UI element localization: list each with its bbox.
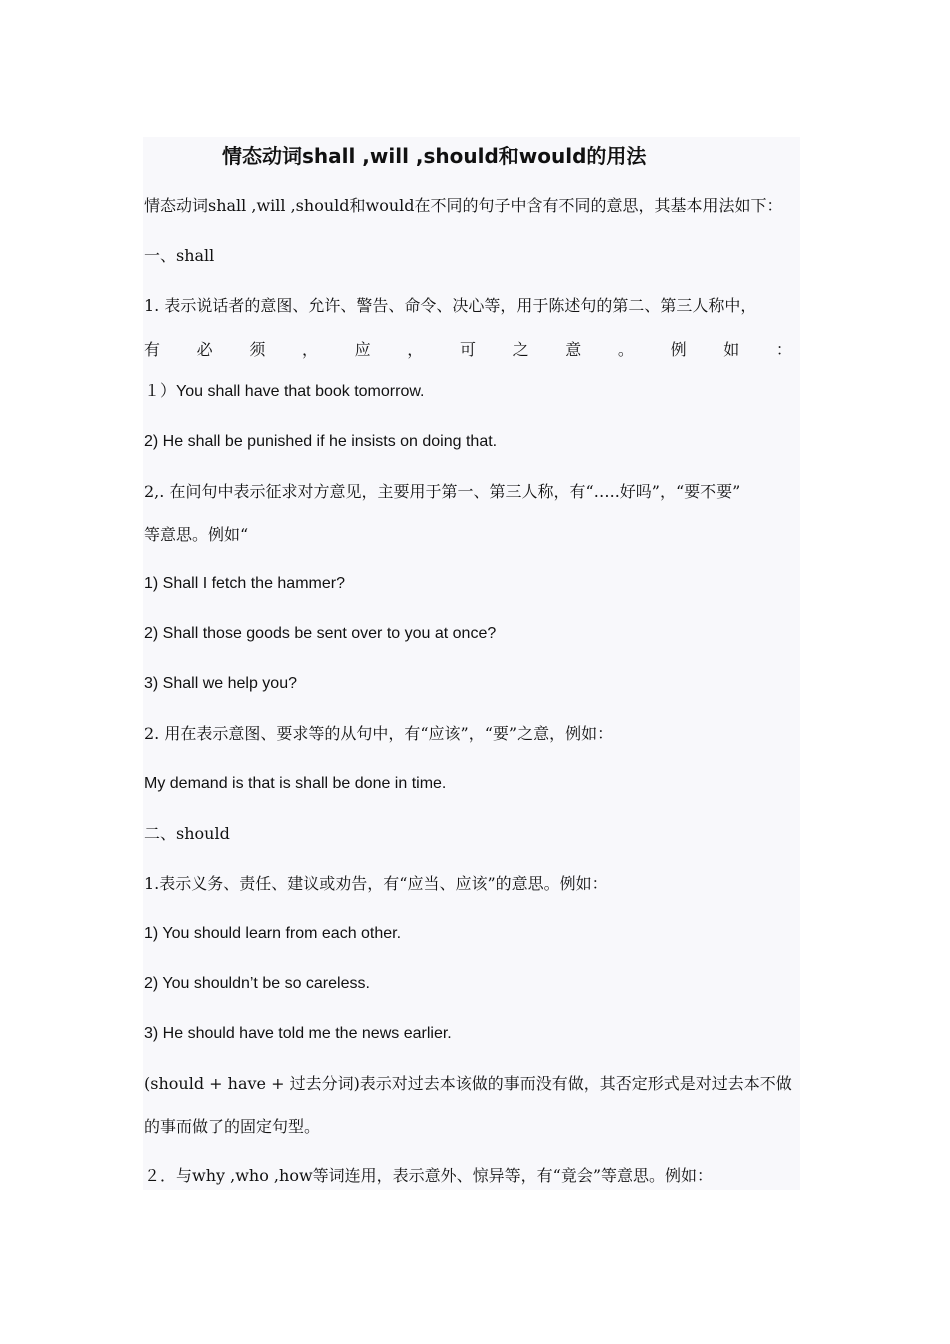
shall-example-1: １）You shall have that book tomorrow.: [144, 383, 425, 400]
section-heading-should: 二、should: [144, 824, 230, 843]
shall-point3: 2. 用在表示意图、要求等的从句中，有“应该”，“要”之意，例如：: [144, 724, 614, 743]
shall-point1-line1: 1. 表示说话者的意图、允许、警告、命令、决心等，用于陈述句的第二、第三人称中，: [144, 296, 757, 315]
section-heading-shall: 一、shall: [144, 246, 215, 265]
shall-point1-line2: 有 必 须 ， 应 ， 可 之 意 。 例 如 ：: [144, 340, 792, 359]
should-point1: 1.表示义务、责任、建议或劝告，有“应当、应该”的意思。例如：: [144, 874, 608, 893]
document-title: 情态动词shall ,will ,should和would的用法: [222, 144, 647, 168]
should-example-2: 2) You shouldn’t be so careless.: [144, 975, 370, 992]
should-example-1: 1) You should learn from each other.: [144, 925, 402, 942]
should-note-line2: 的事而做了的固定句型。: [144, 1117, 321, 1136]
shall-example-5: 3) Shall we help you?: [144, 675, 297, 692]
intro-paragraph: 情态动词shall ,will ,should和would在不同的句子中含有不同的意思，其基本用法如下：: [144, 196, 783, 215]
shall-point2-line2: 等意思。例如“: [144, 525, 249, 544]
should-example-3: 3) He should have told me the news earlier.: [144, 1025, 452, 1042]
shall-example-4: 2) Shall those goods be sent over to you at once?: [144, 625, 497, 642]
shall-example-3: 1) Shall I fetch the hammer?: [144, 575, 345, 592]
should-point2: ２．与why ,who ,how等词连用，表示意外、惊异等，有“竟会”等意思。例如：: [144, 1166, 714, 1185]
should-note-line1: (should + have + 过去分词)表示对过去本该做的事而没有做，其否定形式是对过去本不做: [144, 1074, 792, 1093]
shall-example-6: My demand is that is shall be done in time.: [144, 775, 447, 792]
shall-example-2: 2) He shall be punished if he insists on doing that.: [144, 433, 498, 450]
shall-point2-line1: 2,. 在问句中表示征求对方意见，主要用于第一、第三人称，有“…..好吗”，“要不要”: [144, 482, 741, 501]
